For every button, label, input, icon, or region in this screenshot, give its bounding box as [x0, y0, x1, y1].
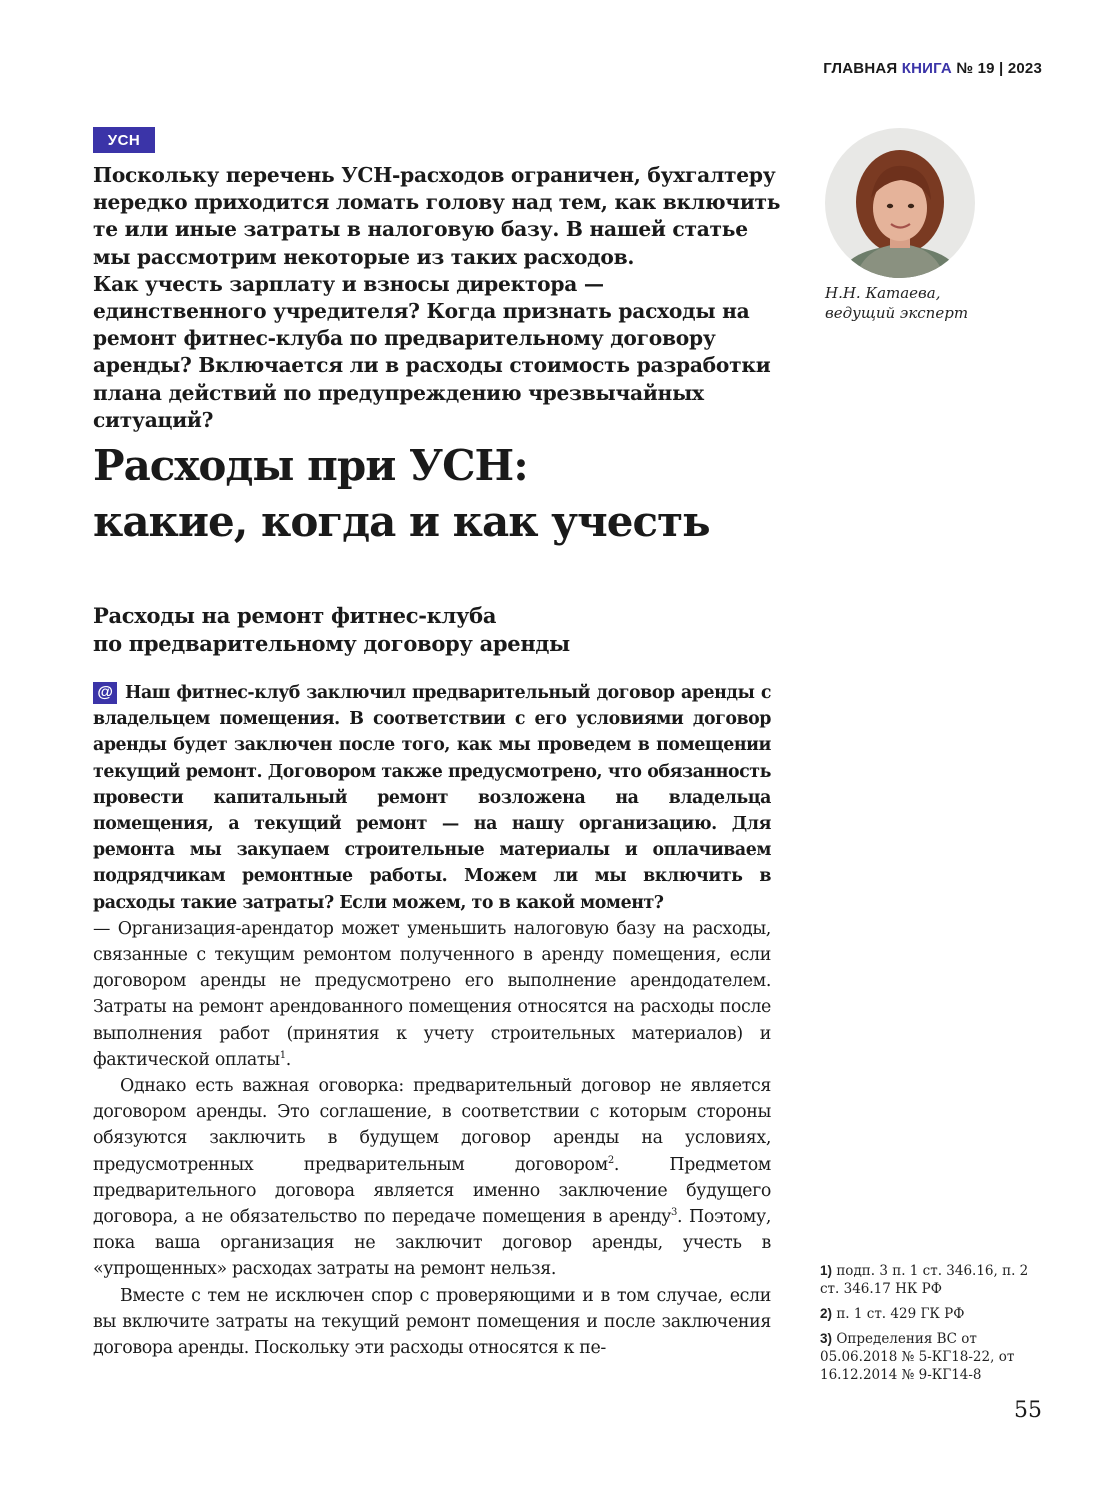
magazine-masthead	[823, 60, 1042, 77]
answer-paragraph: Вместе с тем не исключен спор с проверяющими и в том случае, если вы включите затраты на текущий ремонт помещения и после заключения договора аренды. Поскольку эти расходы относятся к пе-	[93, 1285, 771, 1359]
answer-text: — Организация-арендатор может уменьшить налоговую базу на расходы, связанные с текущим ремонтом полученного в аренду помещения, если договором аренды не предусмотрено его выполнение арендодателем. Затраты на ремонт арендованного помещения относятся на расходы после выполнения работ (принятия к учету строительных материалов) и фактической оплаты	[93, 918, 771, 1070]
section-subtitle-line: Расходы на ремонт фитнес-клуба	[93, 603, 497, 628]
reader-question	[93, 680, 771, 916]
article-body	[93, 680, 771, 1361]
article-title	[93, 438, 853, 550]
answer-paragraph	[93, 916, 771, 1073]
question-text: Наш фитнес-клуб заключил предварительный договор аренды с владельцем помещения. В соответствии с его условиями договор аренды будет заключен после того, как мы проведем в помещении текущий ремонт. Договором также предусмотрено, что обязанность провести капитальный ремонт возложена на владельца помещения, а текущий ремонт — на нашу организацию. Для ремонта мы закупаем строительные материалы и оплачиваем подрядчикам ремонтные работы. Можем ли мы включить в расходы такие затраты? Если можем, то в какой момент?	[93, 683, 771, 913]
answer-text: . Поэтому, пока ваша организация не заключит договор аренды, учесть в «упрощенных» расходах затраты на ремонт нельзя.	[93, 1207, 772, 1280]
author-portrait-image	[825, 128, 975, 278]
section-subtitle-line: по предварительному договору аренды	[93, 631, 570, 656]
masthead-title-accent: КНИГА	[901, 60, 952, 77]
footnote-text: Определения ВС от 05.06.2018 № 5-КГ18-22, от 16.12.2014 № 9-КГ14-8	[820, 1331, 1015, 1383]
author-role: ведущий эксперт	[825, 304, 969, 322]
article-lead	[93, 162, 783, 434]
footnotes	[820, 1262, 1050, 1391]
author-photo	[825, 128, 975, 278]
masthead-title: ГЛАВНАЯ	[823, 60, 898, 77]
answer-text-end: .	[285, 1049, 291, 1070]
author-name: Н.Н. Катаева,	[825, 284, 941, 302]
article-title-line: какие, когда и как учесть	[93, 497, 710, 546]
footnote-ref: 1	[279, 1050, 286, 1062]
article-title-line: Расходы при УСН:	[93, 441, 528, 490]
lead-paragraph: Как учесть зарплату и взносы директора — единственного учредителя? Когда признать расходы на ремонт фитнес-клуба по предварительному договору аренды? Включается ли в расходы стоимость разработки плана действий по предупреждению чрезвычайных ситуаций?	[93, 271, 771, 432]
author-caption	[825, 283, 1045, 323]
answer-text: Однако есть важная оговорка: предварительный договор не является договором аренды. Это соглашение, в соответствии с которым стороны обязуются заключить в будущем договор аренды на условиях, предусмотренных предварительным договором	[93, 1076, 771, 1175]
answer-text: . Предметом предварительного договора является именно заключение будущего договора, а не обязательство по передаче помещения в аренду	[93, 1154, 771, 1228]
footnote-number: 1)	[820, 1263, 833, 1278]
footnote-text: п. 1 ст. 429 ГК РФ	[836, 1306, 965, 1322]
footnote	[820, 1330, 1050, 1384]
section-subtitle	[93, 602, 793, 658]
answer-paragraph	[93, 1073, 771, 1283]
footnote	[820, 1262, 1050, 1298]
footnote-number: 3)	[820, 1331, 833, 1346]
footnote-ref: 3	[671, 1207, 678, 1219]
footnote-text: подп. 3 п. 1 ст. 346.16, п. 2 ст. 346.17 НК РФ	[820, 1263, 1029, 1297]
footnote	[820, 1305, 1050, 1323]
masthead-issue: № 19 | 2023	[956, 60, 1042, 77]
question-at-icon: @	[93, 682, 117, 704]
page-number: 55	[1014, 1398, 1042, 1423]
lead-paragraph: Поскольку перечень УСН-расходов ограничен, бухгалтеру нередко приходится ломать голову над тем, как включить те или иные затраты в налоговую базу. В нашей статье мы рассмотрим некоторые из таких расходов.	[93, 163, 781, 269]
footnote-ref: 2	[607, 1154, 614, 1166]
rubric-tag: УСН	[93, 127, 155, 153]
footnote-number: 2)	[820, 1306, 833, 1321]
